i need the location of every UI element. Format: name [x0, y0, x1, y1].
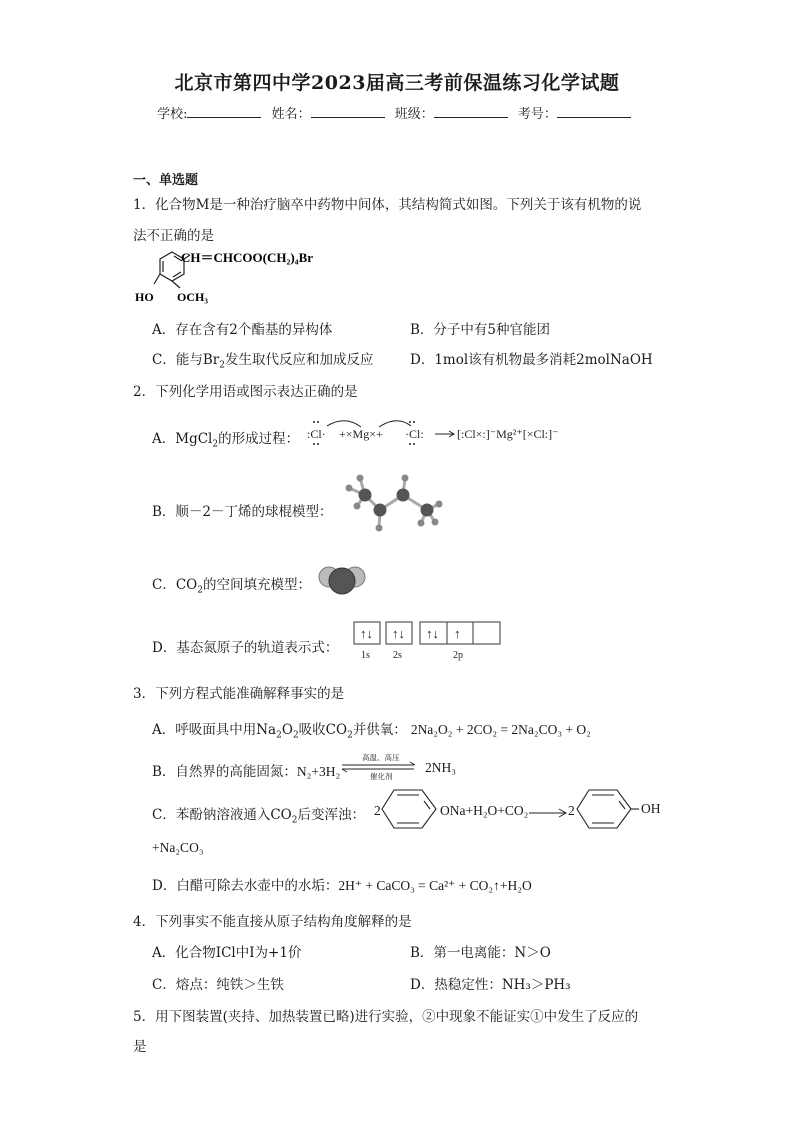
q3-option-b-product: 2NH₃: [425, 760, 456, 775]
q3-c-reactants: ONa+H₂O+CO₂: [440, 803, 529, 818]
q4-option-b[interactable]: B．第一电离能：N＞O: [410, 945, 551, 961]
orbital-label-2s: 2s: [393, 650, 402, 661]
q4-option-c[interactable]: C．熔点：纯铁＞生铁: [152, 977, 284, 993]
q3-option-c[interactable]: C．苯酚钠溶液通入$CO_2$后变浑浊：: [152, 807, 365, 826]
svg-text:[:Cl×:]⁻Mg²⁺[×Cl:]⁻: [:Cl×:]⁻Mg²⁺[×Cl:]⁻: [457, 427, 559, 441]
name-label: 姓名：: [271, 107, 311, 122]
q4-option-d[interactable]: D．热稳定性：NH₃＞PH₃: [410, 977, 571, 993]
q2-option-a[interactable]: A．MgCl$_2$的形成过程：: [152, 431, 300, 450]
name-blank[interactable]: [311, 105, 385, 118]
svg-text:↑↓: ↑↓: [360, 626, 373, 641]
q3-option-d[interactable]: D．白醋可除去水壶中的水垢：2H⁺ + CaCO₃ = Ca²⁺ + CO₂↑+H₂O: [152, 878, 532, 894]
reaction-arrow: [528, 806, 568, 820]
svg-text:↑↓: ↑↓: [392, 626, 405, 641]
q3-c-coef1: 2: [374, 803, 381, 818]
q1-structure-diagram: [132, 246, 332, 308]
svg-text:+×Mg×+: +×Mg×+: [339, 427, 383, 441]
school-label: 学校:: [157, 107, 188, 122]
svg-text:↑: ↑: [454, 626, 461, 641]
page-title: 北京市第四中学2023届高三考前保温练习化学试题: [174, 72, 620, 94]
q5-stem-line1: 5．用下图装置(夹持、加热装置已略)进行实验，②中现象不能证实①中发生了反应的: [133, 1009, 639, 1025]
q4-stem: 4．下列事实不能直接从原子结构角度解释的是: [133, 914, 412, 930]
class-blank[interactable]: [434, 105, 508, 118]
svg-text:·Cl:: ·Cl:: [405, 427, 424, 441]
equilibrium-arrow-with-conditions: [340, 752, 422, 782]
q1-option-d[interactable]: D．1mol该有机物最多消耗2molNaOH: [410, 352, 653, 368]
mgcl2-formation-diagram: [305, 413, 605, 453]
q3-c-product-oh: OH: [641, 801, 661, 816]
q3-option-b[interactable]: B．自然界的高能固氮：N₂+3H₂: [152, 764, 341, 780]
section-heading: 一、单选题: [133, 173, 199, 188]
q1-structure-ho: HO: [135, 290, 154, 304]
co2-space-filling-model: [318, 560, 368, 600]
phenol-benzene-ring: [575, 786, 641, 832]
student-info-line: [0, 103, 794, 122]
cis-2-butene-ball-stick-model: [335, 470, 445, 540]
exam-no-blank[interactable]: [557, 105, 631, 118]
q4-option-a[interactable]: A．化合物ICl中I为+1价: [152, 945, 302, 961]
q2-option-b[interactable]: B．顺－2－丁烯的球棍模型：: [152, 504, 333, 520]
q1-stem-line2: 法不正确的是: [133, 228, 214, 244]
q1-option-c[interactable]: C．能与$Br_2$发生取代反应和加成反应: [152, 352, 374, 371]
phenoxide-benzene-ring: [380, 786, 440, 832]
svg-text:↑↓: ↑↓: [426, 626, 439, 641]
class-label: 班级：: [394, 107, 434, 122]
nitrogen-orbital-diagram: [352, 619, 507, 663]
q1-option-a[interactable]: A．存在含有2个酯基的异构体: [152, 322, 333, 338]
svg-text::Cl·: :Cl·: [307, 427, 326, 441]
q3-option-a[interactable]: A．呼吸面具中用$Na_2O_2$吸收$CO_2$并供氧： 2Na₂O₂ + 2CO₂ = 2Na₂CO₃ + O₂: [152, 722, 591, 741]
q1-structure-och3: OCH₃: [177, 290, 208, 304]
q2-stem: 2．下列化学用语或图示表达正确的是: [133, 384, 358, 400]
svg-text:催化剂: 催化剂: [370, 772, 393, 781]
school-blank[interactable]: [187, 105, 261, 118]
orbital-label-1s: 1s: [361, 650, 370, 661]
q2-option-d[interactable]: D．基态氮原子的轨道表示式：: [152, 640, 339, 656]
q5-stem-line2: 是: [133, 1039, 147, 1055]
q3-c-tail: +Na₂CO₃: [152, 840, 204, 855]
q3-stem: 3．下列方程式能准确解释事实的是: [133, 686, 345, 702]
q1-structure-chain: CH＝CHCOO(CH₂)₄Br: [181, 250, 314, 265]
svg-text:高温、高压: 高温、高压: [362, 753, 400, 762]
orbital-label-2p: 2p: [453, 650, 463, 661]
exam-no-label: 考号：: [517, 107, 557, 122]
q1-stem-line1: 1．化合物M是一种治疗脑卒中药物中间体，其结构简式如图。下列关于该有机物的说: [133, 197, 642, 213]
q1-option-b[interactable]: B．分子中有5种官能团: [410, 322, 551, 338]
q2-option-c[interactable]: C．$CO_2$的空间填充模型：: [152, 577, 311, 596]
q3-c-coef2: 2: [568, 803, 575, 818]
